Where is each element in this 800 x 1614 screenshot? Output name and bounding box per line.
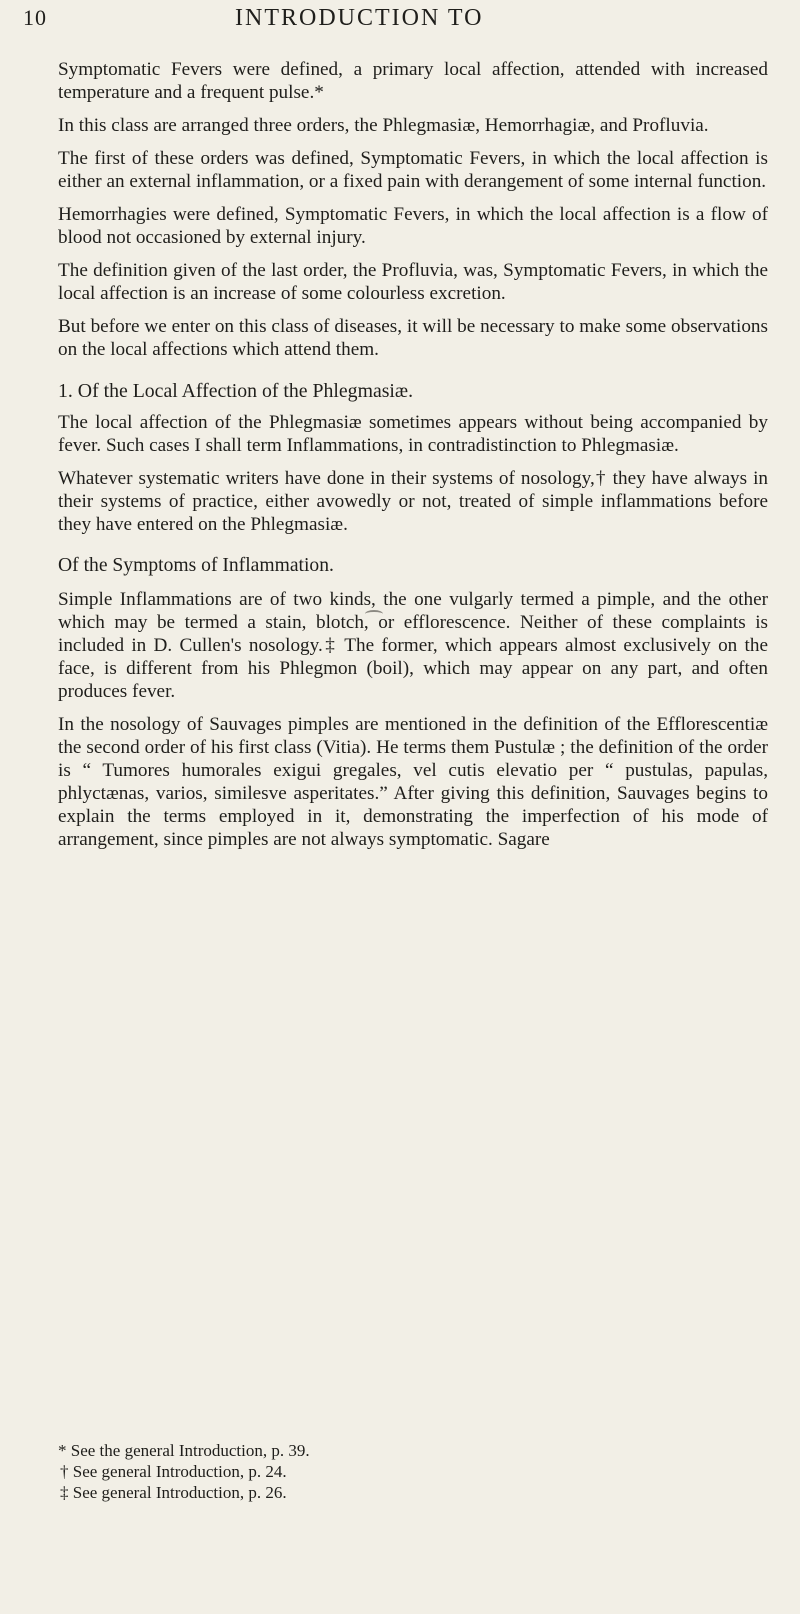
footnote-1: * See the general Introduction, p. 39. [58,1441,310,1460]
footnote-2: † See general Introduction, p. 24. [60,1462,287,1481]
paragraph-7: The local affection of the Phlegmasiæ sometimes appears without being accompanied by fever. Such cases I shall term Inflammations, in contradistinction to Phlegmasiæ. [58,412,768,456]
paragraph-3: The first of these orders was defined, Symptomatic Fevers, in which the local affection is either an external inflammation, or a fixed pain with derangement of some internal function. [58,148,768,192]
ornament-mark [365,610,383,618]
paragraph-4: Hemorrhagies were defined, Symptomatic Fevers, in which the local affection is a flow of blood not occasioned by external injury. [58,204,768,248]
footnote-3: ‡ See general Introduction, p. 26. [60,1483,287,1502]
paragraph-6: But before we enter on this class of diseases, it will be necessary to make some observations on the local affections which attend them. [58,316,768,360]
paragraph-8: Whatever systematic writers have done in their systems of nosology,† they have always in their systems of practice, either avowedly or not, treated of simple inflammations before they have entered on the Phlegmasiæ. [58,468,768,535]
paragraph-2: In this class are arranged three orders, the Phlegmasiæ, Hemorrhagiæ, and Profluvia. [58,115,709,136]
page-header [0,4,800,50]
subheading: Of the Symptoms of Inflammation. [58,555,334,576]
section-heading: 1. Of the Local Affection of the Phlegmasiæ. [58,380,414,402]
paragraph-5: The definition given of the last order, the Profluvia, was, Symptomatic Fevers, in which the local affection is an increase of some colourless excretion. [58,260,768,304]
footnotes [58,1440,758,1503]
page-number: 10 [23,5,47,30]
paragraph-9: Simple Inflammations are of two kinds, the one vulgarly termed a pimple, and the other which may be termed a stain, blotch, or efflorescence. Neither of these complaints is included in D. Cullen's nosology.‡ The former, which appears almost exclusively on the face, is different from his Phlegmon (boil), which may appear on any part, and often produces fever. [58,589,768,702]
running-title: INTRODUCTION TO [235,5,484,31]
paragraph-1: Symptomatic Fevers were defined, a primary local affection, attended with increased temperature and a frequent pulse.* [58,59,768,103]
paragraph-10: In the nosology of Sauvages pimples are mentioned in the definition of the Efflorescentiæ the second order of his first class (Vitia). He terms them Pustulæ ; the definition of the order is “ Tumores humorales exigui gregales, vel cutis elevatio per “ pustulas, papulas, phlyctænas, varios, similesve asperitates.” After giving this definition, Sauvages begins to explain the terms employed in it, demonstrating the imperfection of his mode of arrangement, since pimples are not always symptomatic. Sagare [58,714,768,850]
main-text [58,58,768,851]
